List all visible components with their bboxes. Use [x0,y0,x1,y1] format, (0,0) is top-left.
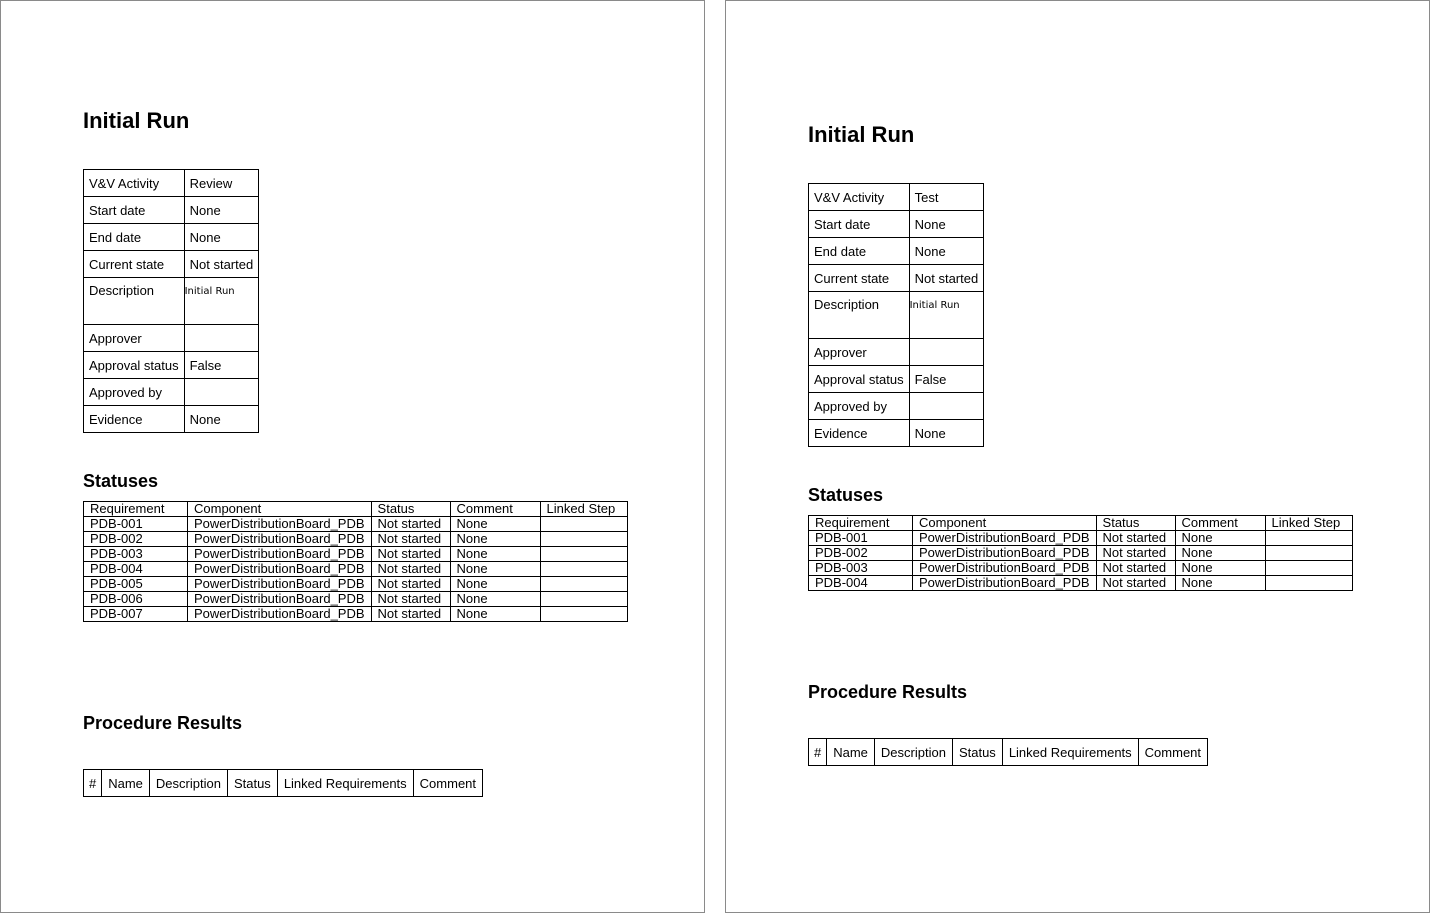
column-header: Status [227,770,277,797]
table-cell: PowerDistributionBoard_PDB [188,547,372,562]
info-value: None [184,224,259,251]
table-cell: PowerDistributionBoard_PDB [188,592,372,607]
info-row [809,420,984,447]
table-cell: None [450,592,540,607]
table-cell: Not started [371,562,450,577]
column-header: Linked Step [540,502,627,517]
table-cell: PowerDistributionBoard_PDB [188,607,372,622]
info-label: Approver [809,339,910,366]
table-cell: None [1175,531,1265,546]
table-row [84,562,628,577]
info-label: V&V Activity [84,170,185,197]
table-cell: Not started [1096,561,1175,576]
info-value: Initial Run [909,292,984,339]
table-cell: Not started [1096,576,1175,591]
table-cell [1265,546,1352,561]
info-label: Current state [84,251,185,278]
column-header: Component [188,502,372,517]
info-row [84,170,259,197]
procedure-results-table [808,738,1208,766]
table-cell: None [1175,546,1265,561]
column-header: Comment [450,502,540,517]
info-label: End date [809,238,910,265]
info-value: None [909,420,984,447]
table-cell: PowerDistributionBoard_PDB [913,531,1097,546]
table-cell: None [450,547,540,562]
info-row [84,379,259,406]
table-cell [540,592,627,607]
table-row [84,607,628,622]
table-cell: PowerDistributionBoard_PDB [913,561,1097,576]
table-cell: None [450,562,540,577]
table-cell: PDB-004 [809,576,913,591]
column-header: Status [952,739,1002,766]
info-label: Current state [809,265,910,292]
column-header: # [809,739,827,766]
table-cell: PowerDistributionBoard_PDB [188,577,372,592]
table-row [809,531,1353,546]
column-header: Status [1096,516,1175,531]
statuses-heading: Statuses [808,485,884,505]
table-cell: Not started [371,532,450,547]
info-row [809,238,984,265]
info-value: Not started [184,251,259,278]
info-row [84,278,259,325]
table-cell: Not started [1096,531,1175,546]
info-label: Evidence [84,406,185,433]
column-header: Description [149,770,227,797]
table-row [84,547,628,562]
column-header: Name [827,739,875,766]
table-row [84,592,628,607]
info-label: Start date [809,211,910,238]
info-value [184,325,259,352]
column-header: Linked Requirements [277,770,413,797]
table-cell: Not started [371,517,450,532]
table-cell: PowerDistributionBoard_PDB [188,517,372,532]
procedure-results-heading: Procedure Results [83,713,243,733]
activity-info-table [808,183,984,447]
table-cell: None [450,517,540,532]
table-cell: PDB-001 [84,517,188,532]
info-value [909,393,984,420]
info-label: End date [84,224,185,251]
column-header: # [84,770,102,797]
statuses-table [83,501,628,622]
table-row [809,561,1353,576]
info-value [909,339,984,366]
table-cell [1265,576,1352,591]
table-cell: Not started [371,592,450,607]
column-header: Linked Requirements [1002,739,1138,766]
table-cell: PDB-001 [809,531,913,546]
info-value: False [184,352,259,379]
table-cell [540,562,627,577]
info-row [84,251,259,278]
table-cell: PDB-003 [809,561,913,576]
table-cell: PowerDistributionBoard_PDB [913,576,1097,591]
info-row [84,352,259,379]
info-value: None [909,238,984,265]
info-value: None [184,406,259,433]
column-header: Component [913,516,1097,531]
table-cell: PDB-006 [84,592,188,607]
info-value: Not started [909,265,984,292]
info-row [84,197,259,224]
table-cell: PDB-003 [84,547,188,562]
info-value: None [184,197,259,224]
column-header: Comment [1175,516,1265,531]
table-cell: PDB-004 [84,562,188,577]
info-label: Evidence [809,420,910,447]
table-cell: None [450,532,540,547]
procedure-results-heading: Procedure Results [808,682,968,702]
procedure-results-table [83,769,483,797]
table-row [84,517,628,532]
table-row [809,546,1353,561]
table-row [84,532,628,547]
table-cell: Not started [371,577,450,592]
table-row [809,576,1353,591]
table-cell [540,532,627,547]
table-cell: PowerDistributionBoard_PDB [188,562,372,577]
table-cell: PDB-002 [809,546,913,561]
info-label: Approved by [809,393,910,420]
info-label: Approver [84,325,185,352]
info-row [809,265,984,292]
info-row [809,393,984,420]
table-cell [1265,531,1352,546]
statuses-heading: Statuses [83,471,159,491]
info-value: Initial Run [184,278,259,325]
table-cell: PDB-002 [84,532,188,547]
table-cell [540,577,627,592]
table-cell: None [1175,576,1265,591]
info-label: Approval status [84,352,185,379]
table-row [84,577,628,592]
column-header: Status [371,502,450,517]
info-row [809,184,984,211]
info-value [184,379,259,406]
column-header: Requirement [84,502,188,517]
info-label: Description [84,278,185,325]
table-cell: PDB-007 [84,607,188,622]
info-label: V&V Activity [809,184,910,211]
info-row [84,224,259,251]
info-row [809,211,984,238]
table-cell: PDB-005 [84,577,188,592]
page-content [808,121,1353,591]
table-cell [1265,561,1352,576]
table-cell [540,547,627,562]
table-cell: None [450,577,540,592]
page-title: Initial Run [808,122,915,147]
column-header: Comment [1138,739,1207,766]
table-cell: Not started [371,607,450,622]
info-label: Approval status [809,366,910,393]
info-row [84,325,259,352]
info-row [809,292,984,339]
info-row [809,366,984,393]
table-cell: PowerDistributionBoard_PDB [913,546,1097,561]
column-header: Linked Step [1265,516,1352,531]
info-row [84,406,259,433]
table-cell [540,517,627,532]
table-cell: Not started [1096,546,1175,561]
table-cell [540,607,627,622]
info-value: Review [184,170,259,197]
info-value: False [909,366,984,393]
table-cell: None [450,607,540,622]
info-label: Description [809,292,910,339]
table-cell: None [1175,561,1265,576]
activity-info-table [83,169,259,433]
info-label: Start date [84,197,185,224]
column-header: Description [874,739,952,766]
column-header: Comment [413,770,482,797]
info-value: None [909,211,984,238]
info-value: Test [909,184,984,211]
statuses-table [808,515,1353,591]
table-cell: PowerDistributionBoard_PDB [188,532,372,547]
column-header: Name [102,770,150,797]
document-page-1 [0,0,705,913]
page-title: Initial Run [83,108,190,133]
document-page-2 [725,0,1430,913]
table-cell: Not started [371,547,450,562]
info-label: Approved by [84,379,185,406]
info-row [809,339,984,366]
page-content [83,107,628,622]
column-header: Requirement [809,516,913,531]
